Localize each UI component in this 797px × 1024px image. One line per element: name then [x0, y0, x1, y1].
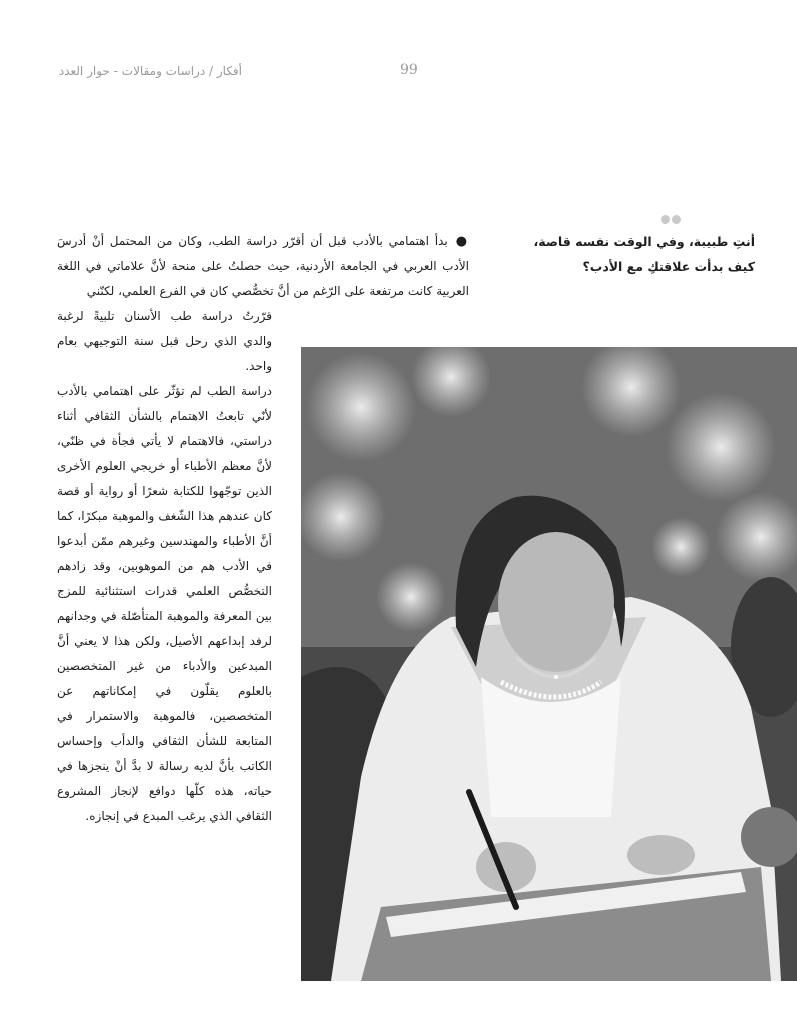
answer-column — [57, 304, 272, 829]
author-photo — [301, 347, 797, 981]
answer-intro-text: بدأ اهتمامي بالأدب قبل أن أقرّر دراسة الطب، وكان من المحتمل أنْ أدرسَ الأدب العربي في الجامعة الأردنية، حيث حصلتُ على منحة لأنَّ علاماتي في اللغة العربية كانت مرتفعة على الرّغم من أنَّ تخصُّصي كان في الفرع العلمي، لكنّني — [57, 234, 469, 298]
section-title: أفكار / دراسات ومقالات - حوار العدد — [58, 64, 242, 78]
section-dots-icon — [661, 209, 683, 228]
answer-paragraph-1: قرّرتُ دراسة طب الأسنان تلبيةً لرغبة والدي الذي رحل قبل سنة التوجيهي بعام واحد. — [57, 309, 272, 373]
answer-intro-block — [57, 229, 469, 304]
running-head — [0, 62, 797, 82]
page-number: 99 — [400, 62, 418, 78]
interview-question: أنتِ طبيبة، وفي الوقت نفسه قاصة، كيف بدأت علاقتكِ مع الأدب؟ — [533, 234, 755, 274]
answer-paragraph-2: دراسة الطب لم تؤثّر على اهتمامي بالأدب لأنّي تابعتُ الاهتمام بالشأن الثقافي أثناء دراستي، فالاهتمام لا يأتي فجأة في ظنّي، لأنَّ معظم الأطباء أو خريجي العلوم الأخرى الذين توجّهوا للكتابة شعرًا أو رواية أو قصة كان عندهم هذا الشّغف والموهبة مبكرًا، كما أنَّ الأطباء والمهندسين وغيرهم ممّن أبدعوا في الأدب هم من الموهوبين، وقد زادهم التخصُّص العلمي قدرات استثنائية للمزج بين المعرفة والموهبة المتأصّلة في وجدانهم لرفد إبداعهم الأصيل، ولكن هذا لا يعني أنَّ المبدعين والأدباء من غير المتخصصين بالعلوم يقلّون في إمكاناتهم عن المتخصصين، فالموهبة والاستمرار في المتابعة للشأن الثقافي والدأب وإحساس الكاتب بأنَّ لديه رسالة لا بدَّ أنْ ينجزها في حياته، هذه كلّها دوافع لإنجاز المشروع الثقافي الذي يرغب المبدع في إنجازه. — [57, 384, 272, 823]
bullet-icon: ● — [455, 234, 469, 249]
